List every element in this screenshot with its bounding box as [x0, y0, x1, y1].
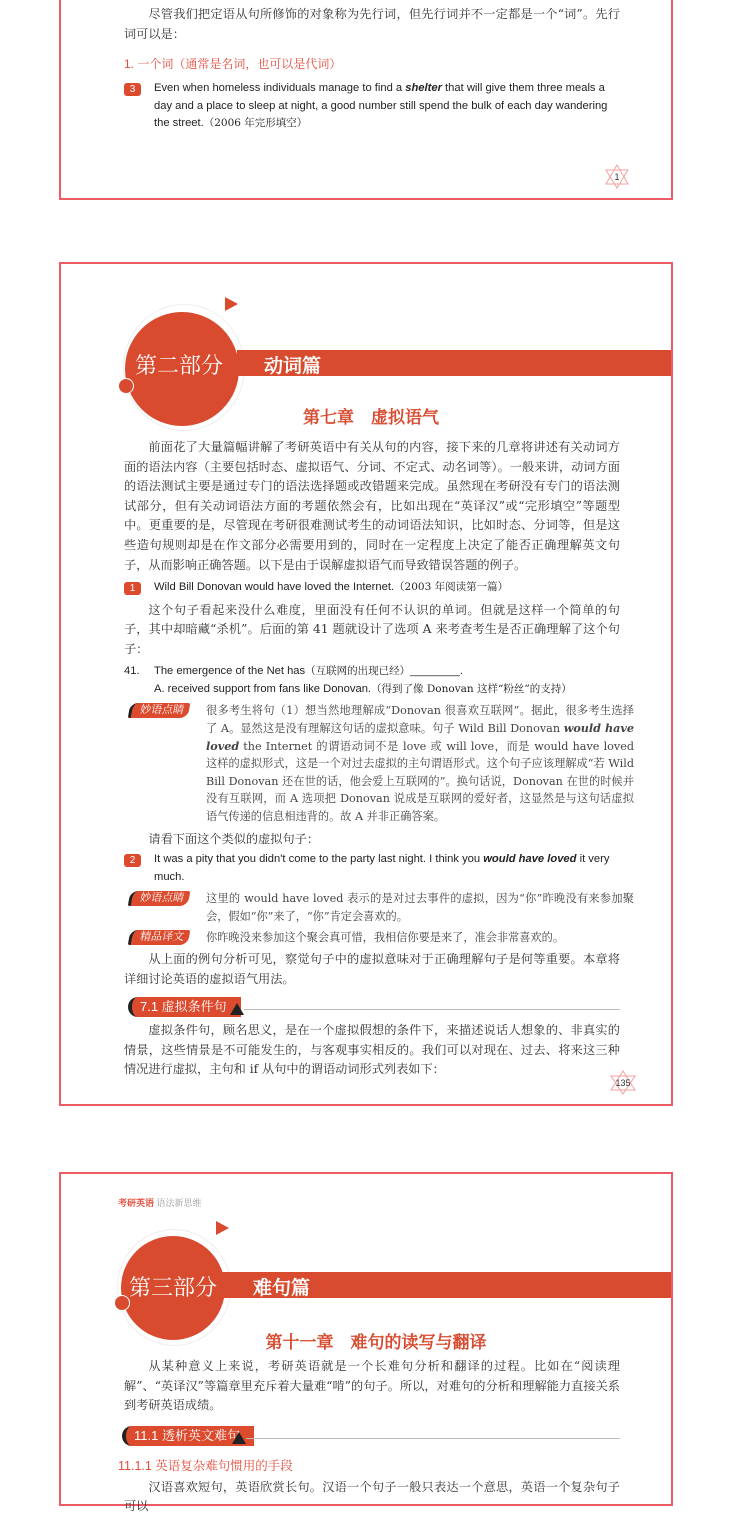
divider	[244, 1009, 620, 1010]
paragraph: 请看下面这个类似的虚拟句子：	[148, 831, 320, 846]
book-page-part3	[59, 1172, 673, 1514]
paragraph: 尽管我们把定语从句所修饰的对象称为先行词，但先行词并不一定都是一个“词”。先行词可以是：	[124, 7, 620, 41]
option-a-cn: （得到了像 Donovan 这样“粉丝”的支持）	[371, 682, 572, 695]
play-triangle-icon	[225, 297, 238, 311]
comment-text: 这里的 would have loved 表示的是对过去事件的虚拟，因为“你”昨晚没有来参加聚会，假如“你”来了，“你”肯定会喜欢的。	[206, 892, 634, 923]
comment-badge: 妙语点睛	[128, 703, 191, 718]
book-page-1	[59, 0, 673, 200]
example-1	[124, 579, 620, 597]
paragraph: 前面花了大量篇幅讲解了考研英语中有关从句的内容，接下来的几章将讲述有关动词方面的语法内容（主要包括时态、虚拟语气、分词、不定式、动名词等）。一般来讲，动词方面的语法测试主要是通过专门的语法选择题或改错题来完成。虽然现在考研没有专门的语法测试部分，但有关动词语法方面的考题依然会有，比如出现在“英译汉”或“完形填空”等题型中。更重要的是，尽管现在考研很难测试考生的动词语法知识，比如时态、分词等，但是这些造句规则却是在作文部分必需要用到的，同时在一定程度上决定了能否正确理解英文句子，从而影响正确答题。以下是由于误解虚拟语气而导致错误答题的例子。	[124, 440, 620, 572]
section-label: 11.1 透析英文难句	[122, 1426, 254, 1446]
page-body	[118, 1357, 620, 1517]
part-name: 动词篇	[264, 356, 322, 377]
subsection-heading: 11.1.1 英语复杂难句惯用的手段	[118, 1458, 293, 1473]
part-label: 第三部分	[129, 1275, 218, 1300]
question-stem: The emergence of the Net has	[154, 665, 306, 678]
example-number: 2	[124, 854, 141, 867]
question-41	[124, 663, 620, 698]
option-a: A. received support from fans like Donovan.	[154, 682, 372, 695]
paragraph: 从某种意义上来说，考研英语就是一个长难句分析和翻译的过程。比如在“阅读理解”、“英译汉”等篇章里充斥着大量难“啃”的句子。所以，对难句的分析和理解能力直接关系到考研英语成绩。	[124, 1359, 620, 1413]
running-header	[118, 1196, 202, 1209]
example-number: 1	[124, 582, 141, 595]
example-2	[124, 851, 620, 886]
example-source: （2003 年阅读第一篇）	[394, 581, 509, 594]
header-subtitle: 语法新思维	[156, 1198, 202, 1208]
example-text: It was a pity that you didn't come to the party last night. I think you	[154, 853, 484, 866]
example-bold: would have loved	[483, 853, 577, 866]
chapter-title: 第十一章 难句的读写与翻译	[265, 1333, 487, 1352]
question-number: 41.	[124, 665, 140, 678]
paragraph: 从上面的例句分析可见，察觉句子中的虚拟意味对于正确理解句子是何等重要。本章将详细讨论英语的虚拟语气用法。	[124, 951, 620, 986]
chapter-title: 第七章 虚拟语气	[303, 408, 439, 427]
part-label: 第二部分	[135, 353, 224, 378]
triangle-icon	[232, 1432, 246, 1444]
example-text: it very much.	[154, 853, 610, 883]
page-body	[124, 438, 634, 1080]
decor-dot	[114, 1295, 130, 1311]
example-3	[124, 80, 620, 133]
divider	[246, 1438, 620, 1439]
translation	[124, 929, 634, 947]
page-body	[124, 5, 620, 133]
play-triangle-icon	[216, 1221, 229, 1235]
comment-badge: 妙语点睛	[128, 891, 191, 906]
example-number: 3	[124, 83, 141, 96]
example-text: that will give them three meals a day and a place to sleep at night, a good number still spend the bulk of each day wandering the street.	[154, 82, 608, 130]
page-number-text: 135	[615, 1078, 631, 1088]
paragraph: 虚拟条件句，顾名思义，是在一个虚拟假想的条件下，来描述说话人想象的、非真实的情景，这些情景是不可能发生的，与客观事实相反的。我们可以对现在、过去、将来这三种情况进行虚拟，主句和 if 从句中的谓语动词形式列表如下：	[124, 1023, 620, 1077]
example-text: Wild Bill Donovan would have loved the Internet.	[154, 581, 395, 594]
question-blank: ________.	[410, 665, 464, 678]
comment-1	[124, 702, 634, 825]
triangle-icon	[230, 1003, 244, 1015]
comment-text: the Internet 的谓语动词不是 love 或 will love，而是 would have loved 这样的虚拟形式，这是一个对过去虚拟的主句谓语形式。这个句子应该理解成“若 Wild Bill Donovan 还在世的话，他会爱上互联网的”。换句话说，Donovan 在世的时候并没有互联网，而 A 选项把 Donovan 说成是互联网的爱好者，这显然是与这句话虚拟语气传递的信息相违背的。故 A 并非正确答案。	[206, 739, 634, 823]
page-number	[609, 1070, 637, 1096]
paragraph: 汉语喜欢短句，英语欣赏长句。汉语一个句子一般只表达一个意思，英语一个复杂句子可以	[124, 1479, 620, 1514]
example-source: （2006 年完形填空）	[203, 117, 308, 130]
comment-text: 很多考生将句（1）想当然地理解成“Donovan 很喜欢互联网”。据此，很多考生选择了 A。显然这是没有理解这句话的虚拟意味。句子 Wild Bill Donovan	[206, 704, 634, 736]
comment-2	[124, 890, 634, 925]
section-heading	[124, 997, 620, 1017]
subheading: 1. 一个词（通常是名词，也可以是代词）	[124, 57, 342, 72]
decor-dot	[118, 378, 134, 394]
section-label: 7.1 虚拟条件句	[128, 997, 241, 1017]
section-heading	[118, 1426, 614, 1446]
translation-badge: 精品译文	[128, 930, 191, 945]
question-stem-cn: （互联网的出现已经）	[305, 665, 411, 678]
book-page-135	[59, 262, 673, 1106]
part-name: 难句篇	[253, 1278, 311, 1299]
example-text: Even when homeless individuals manage to find a	[154, 82, 406, 95]
translation-text: 你昨晚没来参加这个聚会真可惜，我相信你要是来了，准会非常喜欢的。	[206, 931, 565, 945]
page-number	[604, 164, 630, 190]
example-bold: shelter	[405, 82, 442, 95]
header-brand: 考研英语	[118, 1198, 155, 1208]
comment-bold: would have loved	[206, 721, 634, 753]
paragraph: 这个句子看起来没什么难度，里面没有任何不认识的单词。但就是这样一个简单的句子，其中却暗藏“杀机”。后面的第 41 题就设计了选项 A 来考查考生是否正确理解了这个句子：	[124, 602, 620, 656]
page-number-text: 1	[614, 172, 620, 182]
